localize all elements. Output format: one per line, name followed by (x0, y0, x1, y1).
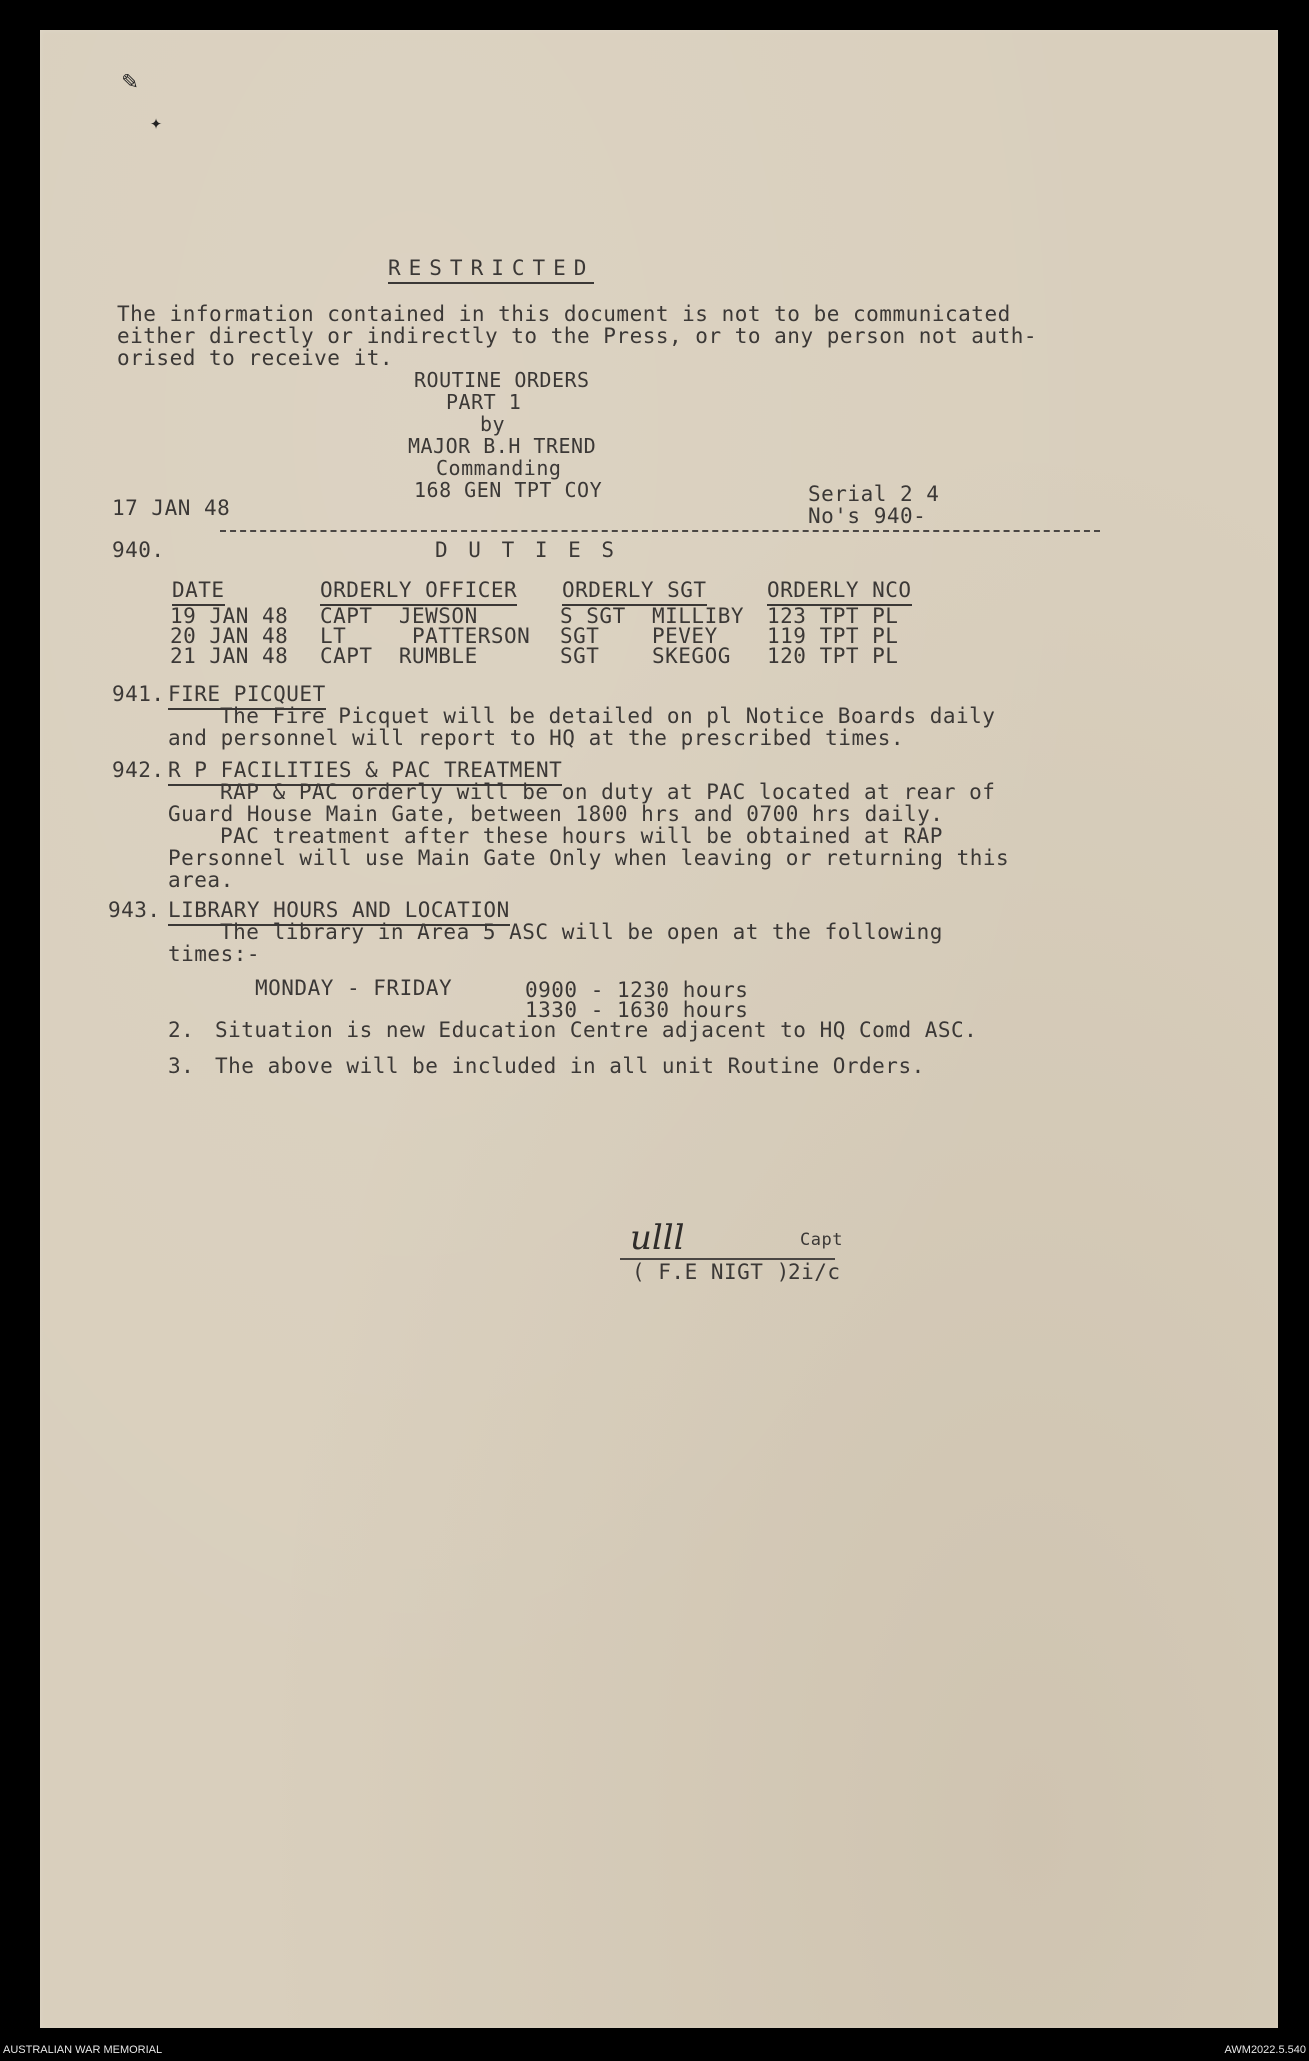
table-cell-date: 21 JAN 48 (170, 644, 289, 668)
item-text: PAC treatment after these hours will be obtained at RAP (220, 824, 943, 848)
table-cell-officer: CAPT JEWSON (320, 604, 478, 628)
item-text: times:- (168, 942, 261, 966)
item-text: Personnel will use Main Gate Only when leaving or returning this (168, 846, 1010, 870)
item-text: The Fire Picquet will be detailed on pl Notice Boards daily (220, 704, 996, 728)
table-cell-nco: 123 TPT PL (767, 604, 899, 628)
library-hours: 0900 - 1230 hours (525, 978, 749, 1002)
commanding-officer: MAJOR B.H TREND (408, 434, 597, 458)
column-header: ORDERLY SGT (562, 578, 707, 606)
library-hours: 1330 - 1630 hours (525, 998, 749, 1022)
table-cell-officer: LT PATTERSON (320, 624, 531, 648)
item-text: RAP & PAC orderly will be on duty at PAC located at rear of (220, 780, 996, 804)
orders-part: PART 1 (446, 390, 522, 414)
table-cell-date: 19 JAN 48 (170, 604, 289, 628)
table-cell-officer: CAPT RUMBLE (320, 644, 478, 668)
item-text: area. (168, 868, 234, 892)
table-cell-sgt: SGT SKEGOG (560, 644, 731, 668)
item-heading: FIRE PICQUET (168, 682, 326, 710)
item-text: and personnel will report to HQ at the prescribed times. (168, 726, 905, 750)
column-header: ORDERLY OFFICER (320, 578, 517, 606)
archive-credit: AUSTRALIAN WAR MEMORIAL (3, 2044, 163, 2056)
item-text: Guard House Main Gate, between 1800 hrs and 0700 hrs daily. (168, 802, 944, 826)
table-cell-nco: 119 TPT PL (767, 624, 899, 648)
restriction-notice: The information contained in this document is not to be communicated (117, 302, 1011, 326)
table-cell-date: 20 JAN 48 (170, 624, 289, 648)
archive-reference: AWM2022.5.540 (1224, 2044, 1306, 2056)
column-header: DATE (172, 578, 225, 606)
signatory-name: ( F.E NIGT ) (632, 1260, 790, 1284)
table-cell-sgt: SGT PEVEY (560, 624, 718, 648)
library-days: MONDAY - FRIDAY (255, 976, 453, 1000)
item-heading: R P FACILITIES & PAC TREATMENT (168, 758, 562, 786)
column-header: ORDERLY NCO (767, 578, 912, 606)
paragraph-number: 2. (168, 1018, 195, 1042)
table-cell-sgt: S SGT MILLIBY (560, 604, 745, 628)
table-cell-nco: 120 TPT PL (767, 644, 899, 668)
pen-mark: ✎ (122, 66, 138, 96)
item-text: The above will be included in all unit Routine Orders. (215, 1054, 925, 1078)
classification-heading: RESTRICTED (388, 256, 594, 284)
item-text: The library in Area 5 ASC will be open at the following (220, 920, 943, 944)
pen-mark: ✦ (150, 110, 163, 134)
item-number: 942. (112, 758, 165, 782)
paragraph-number: 3. (168, 1054, 195, 1078)
restriction-notice: orised to receive it. (117, 346, 394, 370)
commanding-label: Commanding (436, 456, 562, 480)
order-numbers: No's 940- (808, 504, 927, 528)
item-number: 941. (112, 682, 165, 706)
item-heading: LIBRARY HOURS AND LOCATION (168, 898, 510, 926)
serial-number: Serial 2 4 (808, 482, 940, 506)
orders-title: ROUTINE ORDERS (414, 368, 590, 392)
document-page (40, 30, 1278, 2028)
orders-by: by (480, 412, 506, 436)
item-text: Situation is new Education Centre adjacent to HQ Comd ASC. (215, 1018, 978, 1042)
item-number: 943. (108, 898, 161, 922)
document-date: 17 JAN 48 (112, 496, 231, 520)
item-number: 940. (112, 538, 165, 562)
signatory-appointment: 2i/c (788, 1260, 841, 1284)
signature-scrawl: ulll (630, 1218, 685, 1258)
restriction-notice: either directly or indirectly to the Press, or to any person not auth- (117, 324, 1038, 348)
header-rule (220, 530, 1100, 532)
unit-name: 168 GEN TPT COY (414, 478, 603, 502)
duties-heading: D U T I E S (435, 538, 619, 562)
signature-rank: Capt (800, 1230, 843, 1250)
